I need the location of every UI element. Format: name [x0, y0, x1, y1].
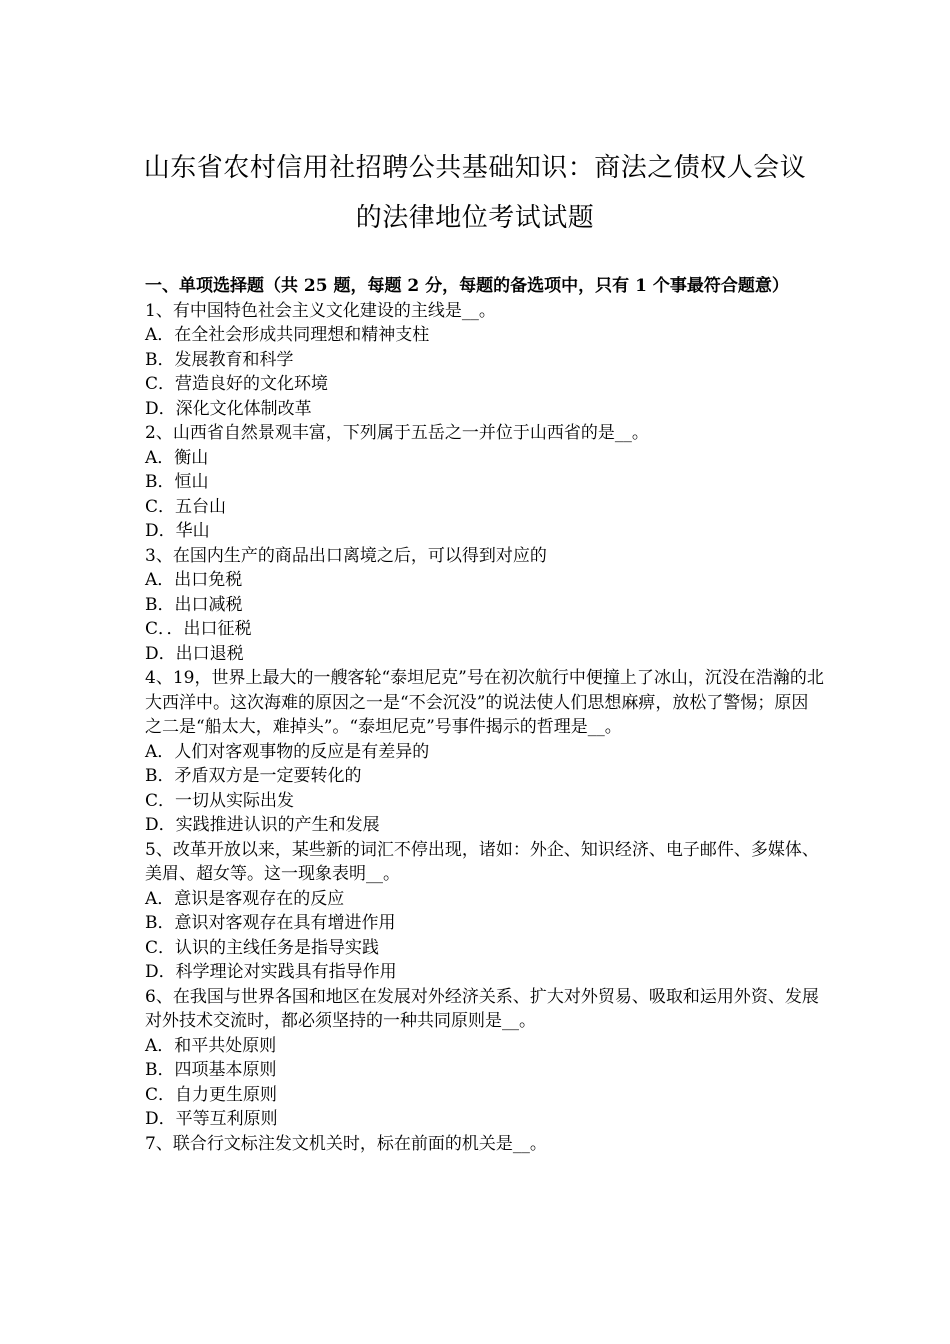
option-c: C．一切从实际出发 [145, 790, 295, 811]
option-d: D．科学理论对实践具有指导作用 [145, 962, 397, 982]
question-text: 2、山西省自然景观丰富，下列属于五岳之一并位于山西省的是__。 [145, 423, 649, 443]
document-body [145, 274, 825, 1156]
question-3 [145, 544, 825, 667]
option-b: B．出口减税 [145, 594, 243, 615]
option-b: B．矛盾双方是一定要转化的 [145, 766, 362, 786]
question-5 [145, 838, 825, 985]
option-b: B．发展教育和科学 [145, 349, 294, 370]
option-a: A．在全社会形成共同理想和精神支柱 [145, 325, 430, 345]
document-title-line-1: 山东省农村信用社招聘公共基础知识：商法之债权人会议 [143, 153, 807, 183]
question-text: 4、19，世界上最大的一艘客轮“泰坦尼克”号在初次航行中便撞上了冰山，沉没在浩瀚的北大西洋中。这次海难的原因之一是“不会沉没”的说法使人们思想麻痹，放松了警惕；原因之二是“船太大，难掉头”。“泰坦尼克”号事件揭示的哲理是__。 [145, 668, 824, 737]
question-4 [145, 666, 825, 838]
question-1 [145, 299, 825, 422]
question-text: 6、在我国与世界各国和地区在发展对外经济关系、扩大对外贸易、吸取和运用外资、发展对外技术交流时，都必须坚持的一种共同原则是__。 [145, 986, 819, 1031]
option-b: B．恒山 [145, 472, 209, 492]
option-b: B．四项基本原则 [145, 1060, 277, 1080]
option-a: A．衡山 [145, 447, 209, 468]
option-d: D．深化文化体制改革 [145, 398, 312, 419]
question-6 [145, 985, 825, 1132]
question-text: 1、有中国特色社会主义文化建设的主线是__。 [145, 300, 496, 321]
option-d: D．华山 [145, 521, 210, 541]
option-d: D．平等互利原则 [145, 1109, 278, 1129]
question-text: 3、在国内生产的商品出口离境之后，可以得到对应的 [145, 545, 547, 566]
question-text: 7、联合行文标注发文机关时，标在前面的机关是__。 [145, 1133, 547, 1154]
option-c: C．自力更生原则 [145, 1084, 278, 1105]
document-title-line-2: 的法律地位考试试题 [355, 203, 595, 233]
option-d: D．出口退税 [145, 643, 244, 664]
option-c: C．认识的主线任务是指导实践 [145, 937, 380, 958]
option-a: A．意识是客观存在的反应 [145, 888, 345, 909]
section-heading: 一、单项选择题（共 25 题，每题 2 分，每题的备选项中，只有 1 个事最符合题意） [145, 276, 789, 296]
question-7 [145, 1132, 825, 1157]
option-d: D．实践推进认识的产生和发展 [145, 815, 380, 835]
question-2 [145, 421, 825, 544]
option-a: A．和平共处原则 [145, 1035, 277, 1056]
option-c: C．．出口征税 [145, 619, 252, 639]
option-c: C．营造良好的文化环境 [145, 374, 329, 394]
option-c: C．五台山 [145, 496, 227, 517]
question-text: 5、改革开放以来，某些新的词汇不停出现，诸如：外企、知识经济、电子邮件、多媒体、美眉、超女等。这一现象表明__。 [145, 839, 819, 884]
option-b: B．意识对客观存在具有增进作用 [145, 913, 396, 933]
option-a: A．出口免税 [145, 570, 243, 590]
option-a: A．人们对客观事物的反应是有差异的 [145, 741, 430, 762]
